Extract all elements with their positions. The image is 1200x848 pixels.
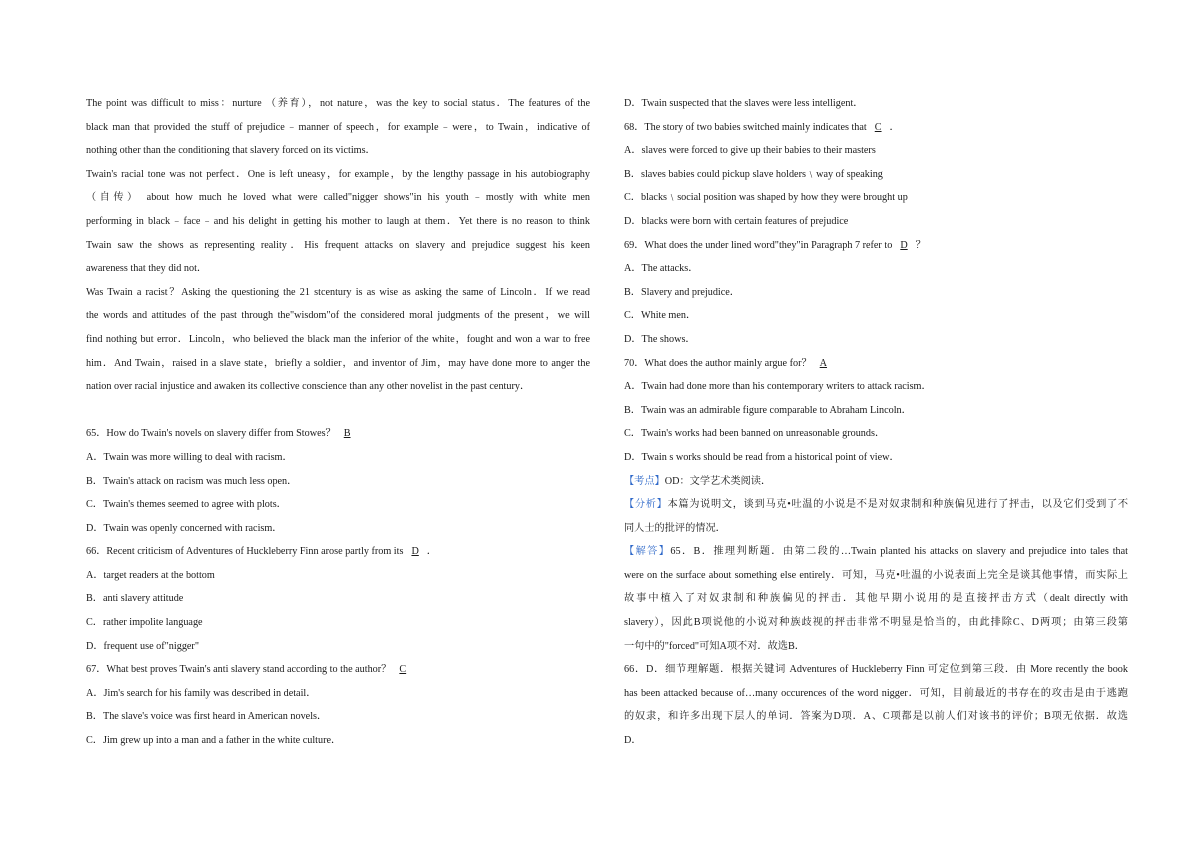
answer-blank: D	[411, 546, 419, 558]
option: B．Twain's attack on racism was much less open．	[86, 475, 298, 487]
option: D．Twain was openly concerned with racism．	[86, 522, 283, 534]
text-line: The point was difficult to miss：nurture （养育），not nature，was the key to social status．The features of the	[86, 98, 590, 109]
text-line: 【分析】本篇为说明文，谈到马克•吐温的小说是不是对奴隶制和种族偏见进行了抨击，以及它们受到了不	[624, 499, 1128, 511]
option: D．Twain suspected that the slaves were less intelligent．	[624, 98, 864, 109]
kaodian-tag: 【考点】	[624, 475, 665, 487]
jieda-tag: 【解答】	[624, 546, 671, 558]
option: D．The shows．	[624, 333, 696, 345]
option: D．Twain s works should be read from a historical point of view．	[624, 451, 900, 463]
answer-blank: C	[399, 664, 407, 676]
text-line: nothing other than the conditioning that slavery forced on its victims．	[86, 145, 376, 157]
text-line: D．	[624, 735, 642, 747]
text-line: black man that provided the stuff of prejudice﹣manner of speech，for example﹣were，to Twain，indicative of	[86, 121, 590, 133]
text-line: 一句中的"forced"可知A项不对．故选B．	[624, 640, 805, 652]
right-column	[624, 92, 1128, 753]
text-line: Twain saw the shows as representing reality．His frequent attacks on slavery and prejudice suggest his keen	[86, 239, 590, 251]
text-line: were on the surface about something else entirely．可知，马克•吐温的小说表面上完全是谈其他事情，而实际上	[624, 569, 1128, 581]
option: A．Twain had done more than his contemporary writers to attack racism．	[624, 381, 932, 393]
text-line: 同人士的批评的情况．	[624, 522, 726, 534]
text-line: 【解答】65．B．推理判断题．由第二段的…Twain planted his attacks on slavery and prejudice into tales that	[624, 546, 1128, 558]
text-line: 故事中植入了对奴隶制和种族偏见的抨击．其他早期小说用的是直接抨击方式（dealt directly with	[624, 593, 1128, 605]
text-line: the words and attitudes of the past through the"wisdom"of the considered moral judgments of the present，we will	[86, 310, 590, 322]
question-69	[624, 234, 1128, 352]
text-line: him．And Twain，raised in a slave state，briefly a soldier，and inventor of Jim，may have done more to anger the	[86, 357, 590, 369]
option: B．slaves babies could pickup slave holders﹨way of speaking	[624, 168, 883, 180]
answer-blank: B	[343, 428, 351, 440]
text-line: （自传） about how much he loved what were called"nigger shows"in his youth﹣mostly with white men	[86, 192, 590, 204]
text-line: 的奴隶，和许多出现下层人的单词．答案为D项．A、C项都是以前人们对该书的评价；B项无依据．故选	[624, 711, 1128, 723]
option: C．White men．	[624, 310, 697, 322]
question-65	[86, 422, 590, 540]
passage-paragraph-1	[86, 92, 590, 163]
text-line: awareness that they did not．	[86, 263, 208, 275]
option: C．Twain's themes seemed to agree with plots．	[86, 499, 287, 511]
question-70	[624, 352, 1128, 470]
text-line: Twain's racial tone was not perfect．One is left uneasy，for example，by the lengthy passage in his autobiography	[86, 168, 590, 180]
fenxi-tag: 【分析】	[624, 499, 668, 511]
question-67	[86, 658, 590, 752]
option: D．frequent use of"nigger"	[86, 640, 199, 652]
option: D．blacks were born with certain features of prejudice	[624, 215, 849, 227]
option: A．slaves were forced to give up their babies to their masters	[624, 145, 876, 157]
option: C．Jim grew up into a man and a father in the white culture．	[86, 735, 342, 747]
question-stem: 65．How do Twain's novels on slavery differ from Stowes？ B	[86, 422, 590, 446]
text-line: nation over racial injustice and awaken its collective conscience than any other novelist in the past century．	[86, 381, 531, 393]
question-stem: 70．What does the author mainly argue for？ A	[624, 352, 1128, 376]
passage-paragraph-2	[86, 163, 590, 281]
option: B．Twain was an admirable figure comparable to Abraham Lincoln．	[624, 404, 912, 416]
text-line: 66．D．细节理解题．根据关键词 Adventures of Huckleberry Finn 可定位到第三段．由 More recently the book	[624, 664, 1128, 676]
question-stem: 66．Recent criticism of Adventures of Huckleberry Finn arose partly from its D ．	[86, 546, 437, 558]
left-column	[86, 92, 590, 753]
answer-blank: D	[900, 239, 908, 251]
text-line: performing in black﹣face﹣and his delight in getting his mother to laugh at them．Yet there is no reason to think	[86, 215, 590, 227]
kaodian-section: 【考点】OD：文学艺术类阅读．	[624, 475, 772, 487]
question-66	[86, 540, 590, 658]
option: C．rather impolite language	[86, 617, 203, 629]
option: B．anti slavery attitude	[86, 593, 184, 605]
option: C．Twain's works had been banned on unreasonable grounds．	[624, 428, 886, 440]
question-68	[624, 116, 1128, 234]
text-line: Was Twain a racist？Asking the questioning the 21 stcentury is as wise as asking the same of Lincoln．If we read	[86, 286, 590, 298]
option: A．Twain was more willing to deal with racism．	[86, 451, 293, 463]
option: C．blacks﹨social position was shaped by how they were brought up	[624, 192, 908, 204]
text-line: has been attacked because of…many occurences of the word nigger．可知，目前最近的书存在的攻击是由于逃跑	[624, 687, 1128, 699]
option: A．target readers at the bottom	[86, 569, 215, 581]
fenxi-section	[624, 493, 1128, 540]
text-line: slavery），因此B项说他的小说对种族歧视的抨击非常不明显是恰当的，由此排除C、D两项；由第三段第	[624, 617, 1128, 629]
jieda-section	[624, 540, 1128, 752]
question-stem: 67．What best proves Twain's anti slavery stand according to the author？ C	[86, 658, 590, 682]
text-line: find nothing but error．Lincoln，who believed the black man the inferior of the white，fought and won a war to free	[86, 333, 590, 345]
answer-blank: C	[874, 121, 882, 133]
option: A．Jim's search for his family was described in detail．	[86, 687, 317, 699]
question-stem: 69．What does the under lined word"they"in Paragraph 7 refer to D ？	[624, 239, 926, 251]
option: B．Slavery and prejudice．	[624, 286, 740, 298]
question-stem: 68．The story of two babies switched mainly indicates that C ．	[624, 121, 900, 133]
option: A．The attacks．	[624, 263, 699, 275]
passage-paragraph-3	[86, 281, 590, 399]
option: B．The slave's voice was first heard in American novels．	[86, 711, 328, 723]
answer-blank: A	[819, 357, 828, 369]
